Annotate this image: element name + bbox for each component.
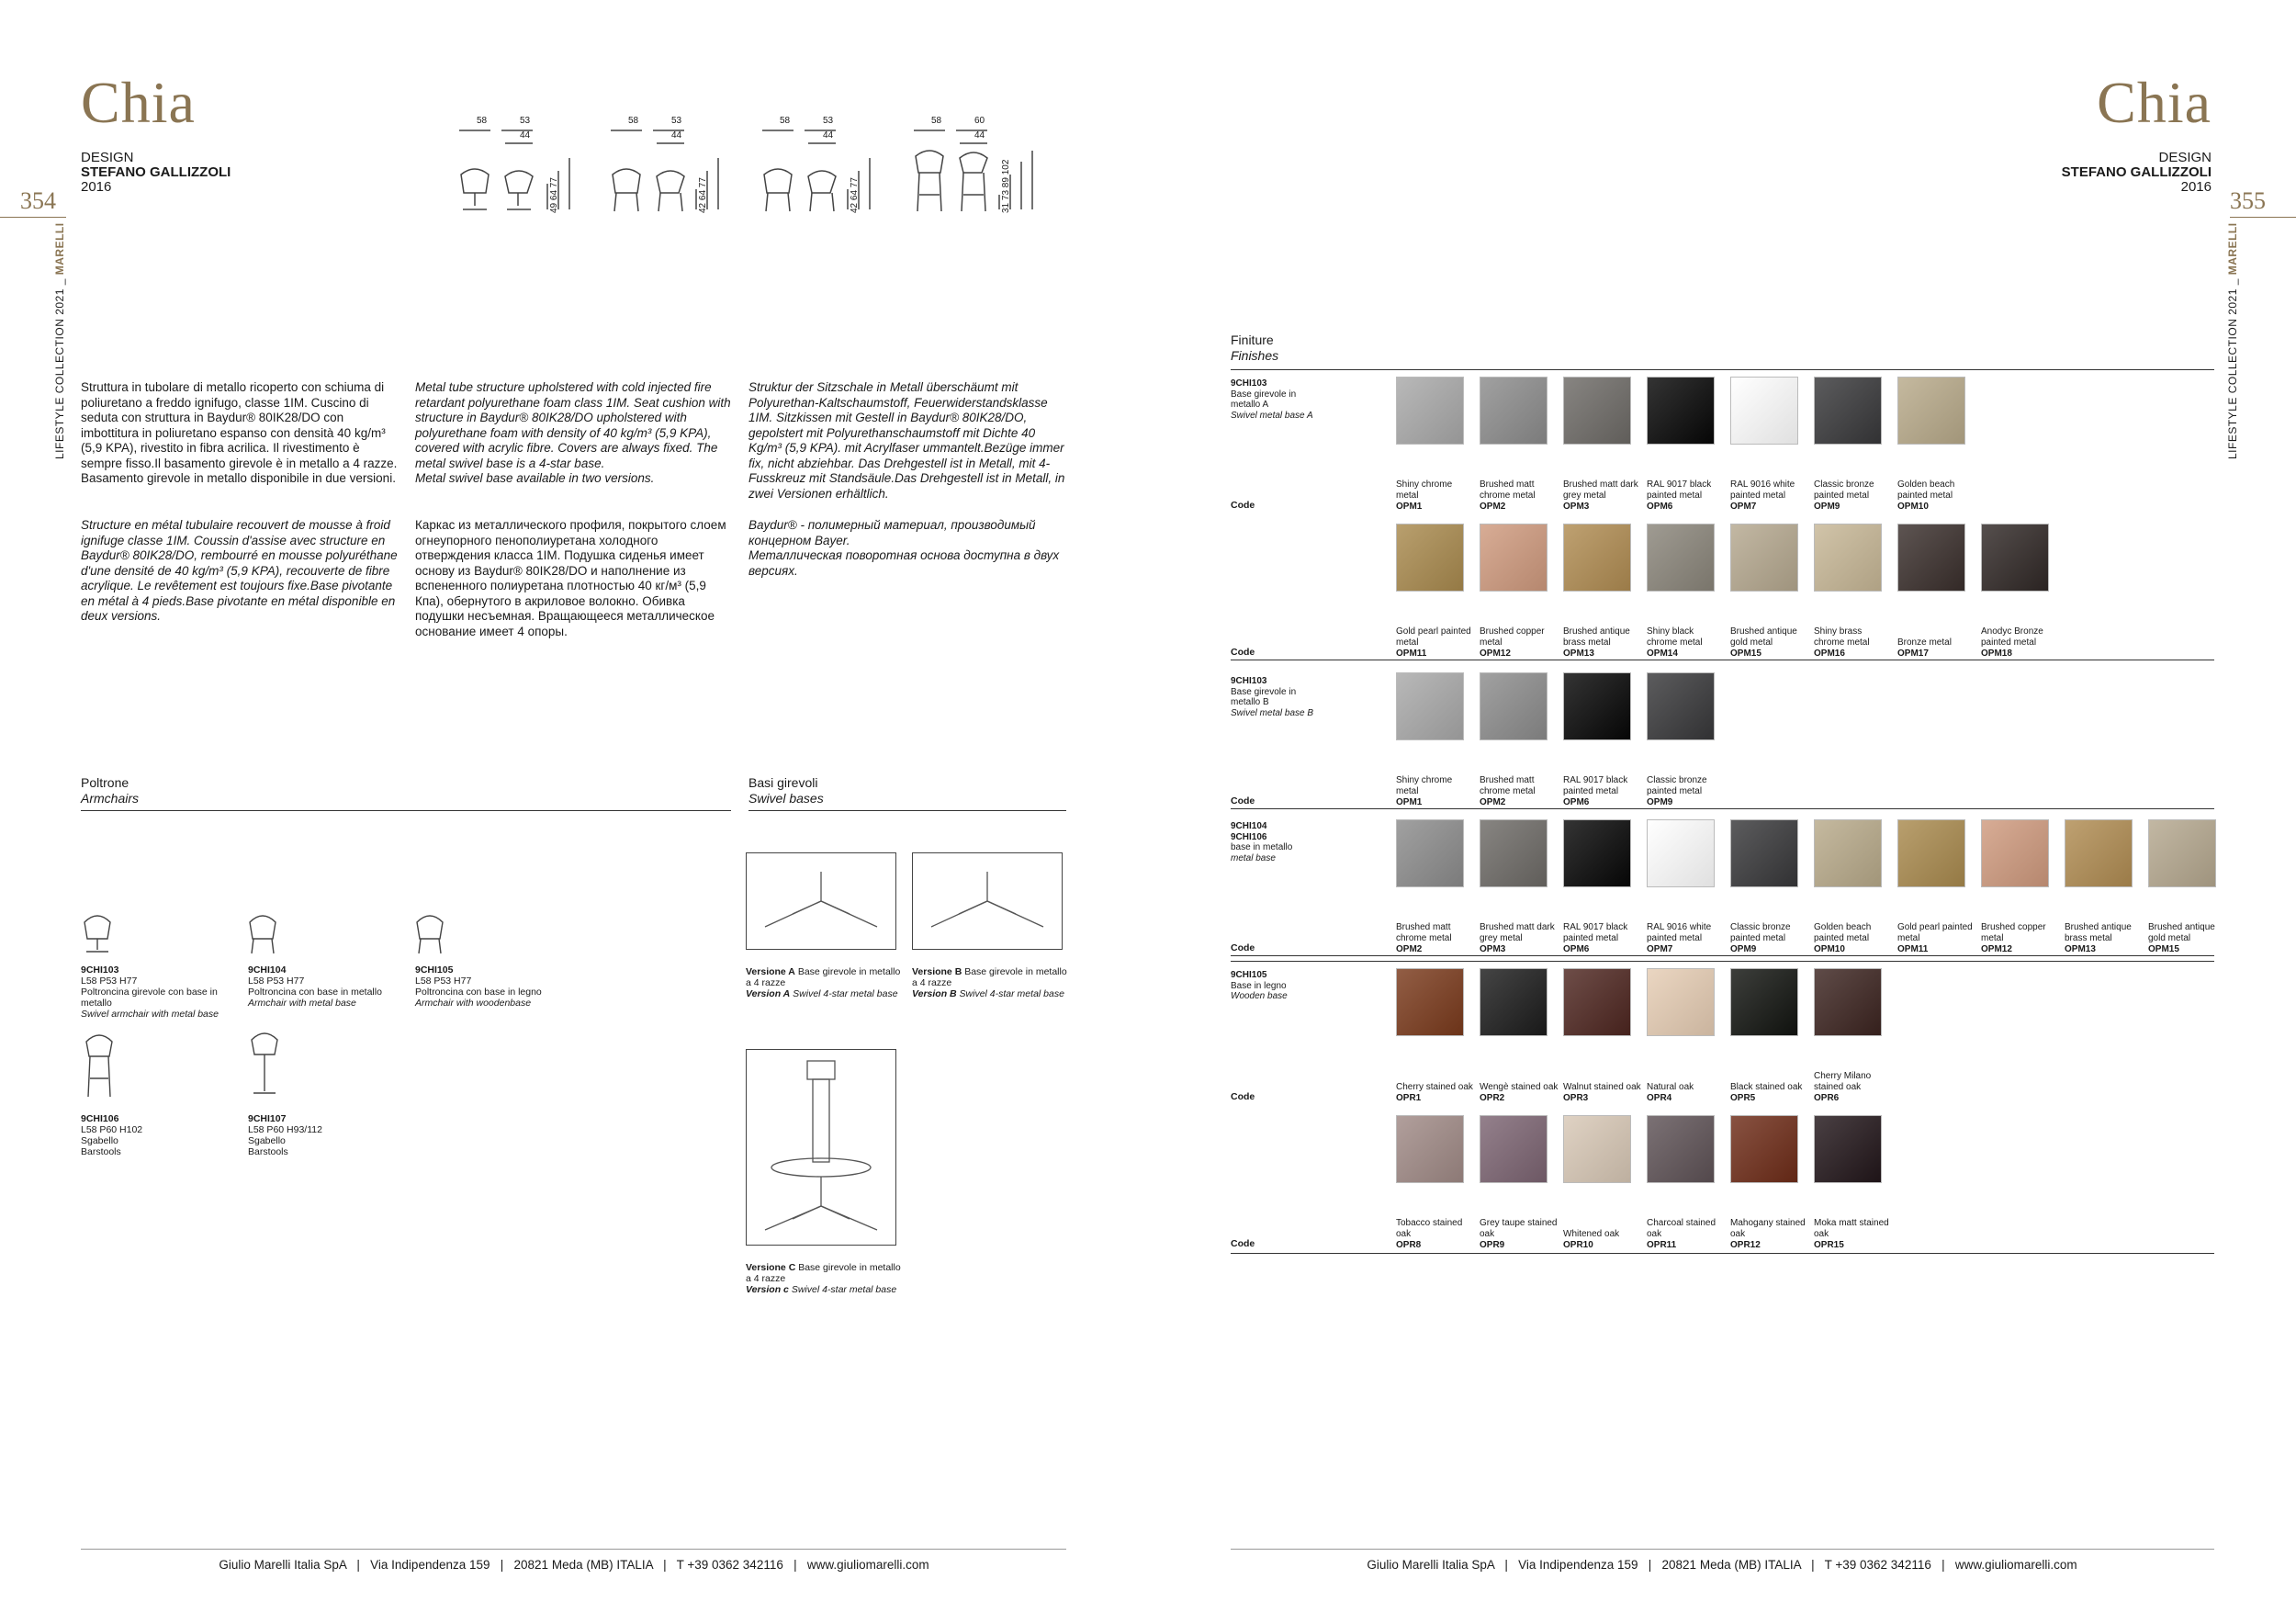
finish-label [1480,775,1559,808]
finishes-en: Finishes [1231,348,1279,363]
product-9chi107 [248,1113,404,1157]
product-dim: L58 P53 H77 [248,976,305,987]
finish-swatch-opr8[interactable] [1396,1115,1464,1183]
finish-swatch-opm18[interactable] [1981,524,2049,592]
product-desc-it: Sgabello [81,1135,118,1146]
finish-label [1563,1229,1642,1251]
finish-name: Shiny black chrome metal [1647,626,1703,648]
description-it: Struttura in tubolare di metallo ricoperto con schiuma di poliuretano a freddo ignifugo, classe 1IM. Cuscino di seduta con struttura in Baydur® 80IK28/DO con imbottitura in poliuretano espanso con densità 40 kg/m³ (5,9 KPA), rivestito in fibra acrilica. Il rivestimento è sempre fisso.Il basamento girevole è in metallo a 4 razze. Basamento girevole in metallo disponibile in due versioni. [81,380,398,485]
product-9chi103 [81,964,237,1020]
product-9chi104 [248,964,404,1009]
finish-swatch-opm2[interactable] [1396,819,1464,887]
finish-name: Moka matt stained oak [1814,1218,1889,1239]
finish-name: Charcoal stained oak [1647,1218,1716,1239]
finish-code: OPM10 [1814,944,1845,954]
finish-name: Brushed copper metal [1981,922,2046,943]
finish-name: RAL 9016 white painted metal [1730,479,1795,501]
finish-code: OPM11 [1396,648,1427,659]
bases-it: Basi girevoli [748,775,818,790]
finish-code: OPM9 [1814,502,1840,512]
finish-group-it: Base in legno [1231,980,1287,991]
finish-label [1396,922,1475,955]
finish-name: Black stained oak [1730,1082,1803,1092]
finish-name: Tobacco stained oak [1396,1218,1463,1239]
product-dim: L58 P60 H93/112 [248,1124,322,1135]
finish-label [1563,479,1642,513]
base-drawing-a [746,852,896,950]
finish-swatch-opm3[interactable] [1480,819,1548,887]
finish-code: OPR2 [1480,1093,1505,1103]
finish-code: OPM16 [1814,648,1845,659]
product-code: 9CHI103 [81,964,119,976]
product-dim: L58 P53 H77 [415,976,472,987]
finish-group-it: Base girevole in metallo A [1231,389,1297,410]
finish-label [2148,922,2227,955]
design-year: 2016 [2180,179,2212,195]
finish-label [1480,479,1559,513]
finish-swatch-opm6[interactable] [1647,377,1715,445]
finish-name: Brushed copper metal [1480,626,1545,648]
finish-name: Golden beach painted metal [1897,479,1955,501]
finish-label [1480,1082,1559,1104]
finish-name: Shiny chrome metal [1396,479,1453,501]
dim-seat: 44 [671,130,682,141]
finish-code: OPM7 [1647,944,1673,954]
dim-depth: 53 [823,116,834,126]
dim-depth: 53 [671,116,682,126]
description-fr: Structure en métal tubulaire recouvert de mousse à froid ignifuge classe 1IM. Coussin d'assise avec structure en Baydur® 80IK28/DO, rembourré en mousse polyuréthane d'une densité de 40 kg/m³ (5,9 KPA), recouverte de fibre acrylique. Le revêtement est toujours fixe.Base pivotante en métal à 4 pieds.Base pivotante en métal disponible en deux versions. [81,518,398,623]
product-9chi106 [81,1113,237,1157]
page-title-right: Chia [2097,70,2212,135]
finish-swatch-opm13[interactable] [1563,524,1631,592]
finish-name: Cherry stained oak [1396,1082,1473,1092]
finish-swatch-opm6[interactable] [1563,819,1631,887]
finish-label [1563,1082,1642,1104]
dim-heights: 42 64 77 [850,177,860,213]
finish-code: OPR15 [1814,1240,1844,1250]
finish-swatch-opm7[interactable] [1647,819,1715,887]
finish-group-codes: 9CHI104 9CHI106 [1231,821,1267,842]
finish-swatch-opr12[interactable] [1730,1115,1798,1183]
finish-name: Shiny brass chrome metal [1814,626,1870,648]
finish-swatch-opm10[interactable] [1814,819,1882,887]
finish-name: RAL 9017 black painted metal [1563,922,1628,943]
dim-seat: 44 [823,130,834,141]
finish-code: OPM17 [1897,648,1929,659]
finish-group-en: Wooden base [1231,991,1288,1001]
finish-label [1730,1218,1809,1251]
finish-code: OPM3 [1563,502,1590,512]
finish-code: OPM15 [1730,648,1761,659]
finish-name: Brushed antique gold metal [2148,922,2215,943]
finish-code: OPM14 [1647,648,1678,659]
finish-name: Anodyc Bronze painted metal [1981,626,2043,648]
finish-swatch-opr10[interactable] [1563,1115,1631,1183]
design-block-right [2062,151,2212,195]
finish-code: OPR5 [1730,1093,1756,1103]
finish-group-rule [1231,955,2214,956]
finish-label [1396,479,1475,513]
finish-swatch-opr2[interactable] [1480,968,1548,1036]
finish-label [1897,922,1976,955]
footer-right: Giulio Marelli Italia SpA | Via Indipendenza 159 | 20821 Meda (MB) ITALIA | T +39 0362 342116 | www.giuliomarelli.com [1367,1558,2077,1572]
finish-code: OPM6 [1563,944,1590,954]
armchairs-en: Armchairs [81,791,140,806]
dim-width: 58 [931,116,942,126]
finish-label [1814,1218,1893,1251]
finish-name: RAL 9016 white painted metal [1647,922,1712,943]
code-row-label: Code [1231,1091,1255,1102]
finish-swatch-opm10[interactable] [1897,377,1965,445]
code-row-label: Code [1231,647,1255,658]
finish-swatch-opm6[interactable] [1563,672,1631,740]
dim-heights: 49 64 77 [549,177,559,213]
base-version-a: Versione A Base girevole in metallo a 4 razze Version A Swivel 4-star metal base [746,966,901,999]
product-code: 9CHI106 [81,1113,119,1124]
finish-name: Brushed antique brass metal [1563,626,1630,648]
finish-swatch-opm3[interactable] [1563,377,1631,445]
finish-group-en: Swivel metal base A [1231,410,1313,421]
bases-heading [748,775,824,806]
finish-label [1647,1218,1726,1251]
finish-code: OPM13 [1563,648,1594,659]
finish-code: OPR6 [1814,1093,1840,1103]
finish-code: OPR11 [1647,1240,1677,1250]
finish-name: Grey taupe stained oak [1480,1218,1558,1239]
finish-code: OPM2 [1396,944,1423,954]
finish-name: Walnut stained oak [1563,1082,1641,1092]
finish-group-it: base in metallo [1231,842,1293,852]
page-number-rule-left [0,217,66,218]
footer-rule-right [1231,1549,2214,1550]
finish-code: OPM15 [2148,944,2179,954]
finish-swatch-opm1[interactable] [1396,377,1464,445]
finish-swatch-opm1[interactable] [1396,672,1464,740]
base-drawing-c [746,1049,896,1246]
finishes-rule [1231,369,2214,370]
design-year: 2016 [81,179,112,195]
finish-name: Classic bronze painted metal [1647,775,1707,796]
finish-code: OPR9 [1480,1240,1505,1250]
finish-swatch-opr1[interactable] [1396,968,1464,1036]
product-code: 9CHI105 [415,964,454,976]
designer-name: STEFANO GALLIZZOLI [81,164,231,180]
product-desc-en: Armchair with metal base [248,998,356,1009]
side-brand: MARELLI [53,222,66,276]
finish-code: OPM3 [1480,944,1506,954]
finish-group-en: Swivel metal base B [1231,707,1314,718]
finish-swatch-opm12[interactable] [1981,819,2049,887]
finish-label [1814,1071,1893,1104]
finish-name: Mahogany stained oak [1730,1218,1806,1239]
finish-label [1480,922,1559,955]
finish-swatch-opm2[interactable] [1480,377,1548,445]
dimension-drawings [450,110,1075,230]
base-version-c: Versione C Base girevole in metallo a 4 razze Version c Swivel 4-star metal base [746,1262,901,1295]
finish-label [1814,922,1893,955]
side-label-left [53,222,66,459]
footer-left: Giulio Marelli Italia SpA | Via Indipendenza 159 | 20821 Meda (MB) ITALIA | T +39 0362 342116 | www.giuliomarelli.com [219,1558,929,1572]
page-number-left: 354 [20,187,56,214]
finish-label [1730,1082,1809,1104]
finish-swatch-opr6[interactable] [1814,968,1882,1036]
finish-name: RAL 9017 black painted metal [1563,775,1628,796]
finish-name: Gold pearl painted metal [1897,922,1973,943]
dim-heights: 42 64 77 [698,177,708,213]
dim-width: 58 [628,116,639,126]
footer-rule-left [81,1549,1066,1550]
product-dim: L58 P60 H102 [81,1124,143,1135]
dim-width: 58 [477,116,488,126]
finish-label [1396,1218,1475,1251]
finish-name: Natural oak [1647,1082,1694,1092]
dim-heights: 31 73 89 102 [1001,159,1011,213]
code-row-label: Code [1231,795,1255,806]
finish-code: OPR1 [1396,1093,1422,1103]
code-row-label: Code [1231,942,1255,953]
finish-group-it: Base girevole in metallo B [1231,686,1297,707]
finish-label [1480,626,1559,660]
finish-name: Brushed matt chrome metal [1480,479,1536,501]
finish-swatch-opr15[interactable] [1814,1115,1882,1183]
finish-label [1563,922,1642,955]
finish-name: Brushed matt chrome metal [1396,922,1452,943]
finishes-heading [1231,333,1278,364]
design-block-left [81,151,231,195]
finish-label [1814,626,1893,660]
description-ru: Каркас из металлического профиля, покрытого слоем огнеупорного пенополиуретана холодного отверждения класса 1IM. Подушка сиденья имеет основу из Baydur® 80IK28/DO и наполнение из вспененного полиуретана плотностью 40 кг/м³ (5,9 Кпа), обернутого в акриловое волокно. Обивка подушки несъемная. Вращающееся металлическое основание имеет 4 опоры. [415,518,726,638]
finish-swatch-opm15[interactable] [1730,524,1798,592]
finish-name: Whitened oak [1563,1229,1620,1239]
finish-label [1897,479,1976,513]
finish-code: OPR8 [1396,1240,1422,1250]
product-desc-it: Poltroncina con base in metallo [248,987,382,998]
description-en: Metal tube structure upholstered with cold injected fire retardant polyurethane foam class 1IM. Seat cushion with structure in Baydur® 80IK28/DO upholstered with polyurethane foam with density of 40 kg/m³ (5,9 KPA), covered with acrylic fibre. Covers are always fixed. The metal swivel base is a 4-star base. Metal swivel base available in two versions. [415,380,731,485]
base-version-b: Versione B Base girevole in metallo a 4 razze Version B Swivel 4-star metal base [912,966,1067,999]
finish-swatch-opm11[interactable] [1396,524,1464,592]
base-drawing-b [912,852,1063,950]
finish-name: Classic bronze painted metal [1730,922,1791,943]
finish-swatch-opm9[interactable] [1647,672,1715,740]
finish-name: Brushed matt dark grey metal [1563,479,1638,501]
finish-label [1981,922,2060,955]
finish-code: OPM11 [1897,944,1929,954]
finish-label [1897,637,1976,660]
design-label: DESIGN [81,150,134,165]
finish-swatch-opr9[interactable] [1480,1115,1548,1183]
finish-group-codes: 9CHI103 [1231,378,1267,389]
side-collection-text: LIFESTYLE COLLECTION 2021 _ [2226,275,2239,459]
product-desc-en: Barstools [248,1146,288,1157]
finish-group-codes: 9CHI105 [1231,970,1267,980]
finish-code: OPR4 [1647,1093,1672,1103]
dim-seat: 44 [520,130,531,141]
finish-swatch-opm11[interactable] [1897,819,1965,887]
finish-swatch-opr4[interactable] [1647,968,1715,1036]
dim-seat: 44 [974,130,985,141]
description-ru-extra: Baydur® - полимерный материал, производимый концерном Bayer. Металлическая поворотная основа доступна в двух версиях. [748,518,1060,578]
finish-swatch-opr3[interactable] [1563,968,1631,1036]
product-desc-en: Swivel armchair with metal base [81,1009,219,1020]
finish-code: OPM1 [1396,797,1423,807]
finish-swatch-opm2[interactable] [1480,672,1548,740]
finish-swatch-opr11[interactable] [1647,1115,1715,1183]
finishes-it: Finiture [1231,333,1274,347]
finish-label [1480,1218,1559,1251]
finish-code: OPM1 [1396,502,1423,512]
finish-name: Classic bronze painted metal [1814,479,1874,501]
armchairs-it: Poltrone [81,775,129,790]
finish-name: Golden beach painted metal [1814,922,1872,943]
finish-code: OPM18 [1981,648,2012,659]
finish-label [1396,1082,1475,1104]
page-number-right: 355 [2230,187,2266,214]
finish-code: OPM2 [1480,502,1506,512]
finish-code: OPM9 [1730,944,1757,954]
finish-code: OPR12 [1730,1240,1761,1250]
finish-label [1647,775,1726,808]
finish-code: OPM6 [1563,797,1590,807]
finish-group-rule [1231,808,2214,809]
finish-swatch-opr5[interactable] [1730,968,1798,1036]
finish-name: Brushed antique brass metal [2065,922,2132,943]
finish-swatch-opm13[interactable] [2065,819,2133,887]
finish-label [1396,626,1475,660]
finish-label [1647,922,1726,955]
finish-swatch-opm17[interactable] [1897,524,1965,592]
finish-name: Brushed matt chrome metal [1480,775,1536,796]
product-desc-it: Poltroncina girevole con base in metallo [81,987,218,1009]
designer-name: STEFANO GALLIZZOLI [2061,164,2212,180]
product-desc-it: Sgabello [248,1135,286,1146]
side-brand: MARELLI [2226,222,2239,276]
finish-group-rule [1231,961,2214,962]
finish-code: OPM12 [1981,944,2012,954]
finish-name: Cherry Milano stained oak [1814,1071,1872,1092]
finish-group-0 [1231,378,1322,421]
product-desc-en: Armchair with woodenbase [415,998,532,1009]
finish-swatch-opm9[interactable] [1730,819,1798,887]
product-code: 9CHI107 [248,1113,287,1124]
finish-label [1563,626,1642,660]
finish-name: Bronze metal [1897,637,1952,648]
finish-label [1647,479,1726,513]
finish-group-codes: 9CHI103 [1231,676,1267,686]
finish-code: OPM13 [2065,944,2096,954]
finish-name: RAL 9017 black painted metal [1647,479,1712,501]
product-code: 9CHI104 [248,964,287,976]
finish-label [1396,775,1475,808]
finish-group-2 [1231,821,1322,863]
dim-depth: 60 [974,116,985,126]
finish-label [1981,626,2060,660]
side-collection-text: LIFESTYLE COLLECTION 2021 _ [53,275,66,459]
finish-swatch-opm9[interactable] [1814,377,1882,445]
finish-code: OPM9 [1647,797,1673,807]
code-row-label: Code [1231,1238,1255,1249]
finish-group-rule [1231,1253,2214,1254]
finish-swatch-opm12[interactable] [1480,524,1548,592]
finish-code: OPM7 [1730,502,1757,512]
page-title-left: Chia [81,70,196,135]
finish-name: Brushed antique gold metal [1730,626,1797,648]
finish-swatch-opm14[interactable] [1647,524,1715,592]
product-desc-en: Barstools [81,1146,121,1157]
finish-label [1730,922,1809,955]
description-de: Struktur der Sitzschale in Metall überschäumt mit Polyurethan-Kaltschaumstoff, Feuerwiderstandsklasse 1IM. Sitzkissen mit Gestell in Baydur® 80IK28/DO, gepolstert mit Polyurethanschaumstoff mit Dichte 40 Kg/m³ (5,9 KPA). mit Acrylfaser ummantelt.Bezüge immer fix, nicht abziehbar. Das Drehgestell ist in Metall, mit 4-Fusskreuz mit Standsäule.Das Drehgestell ist in Metall, in zwei Versionen erhältlich. [748,380,1065,501]
finish-name: Wengè stained oak [1480,1082,1559,1092]
finish-code: OPM10 [1897,502,1929,512]
finish-label [1814,479,1893,513]
finish-name: Brushed matt dark grey metal [1480,922,1555,943]
dim-depth: 53 [520,116,531,126]
finish-group-3 [1231,970,1322,1002]
side-label-right [2226,222,2239,459]
bases-rule [748,810,1066,811]
product-dim: L58 P53 H77 [81,976,138,987]
finish-name: Shiny chrome metal [1396,775,1453,796]
armchairs-heading [81,775,139,806]
finish-code: OPM2 [1480,797,1506,807]
design-label: DESIGN [2158,150,2212,165]
finish-label [1647,626,1726,660]
product-desc-it: Poltroncina con base in legno [415,987,542,998]
finish-code: OPR3 [1563,1093,1589,1103]
finish-group-1 [1231,676,1322,718]
finish-swatch-opm16[interactable] [1814,524,1882,592]
finish-label [1647,1082,1726,1104]
finish-label [1730,479,1809,513]
page-number-rule-right [2230,217,2296,218]
finish-swatch-opm15[interactable] [2148,819,2216,887]
finish-label [2065,922,2144,955]
finish-code: OPM12 [1480,648,1511,659]
code-row-label: Code [1231,500,1255,511]
finish-code: OPR10 [1563,1240,1593,1250]
finish-label [1563,775,1642,808]
product-9chi105 [415,964,571,1009]
finish-swatch-opm7[interactable] [1730,377,1798,445]
finish-group-en: metal base [1231,852,1276,863]
dim-width: 58 [780,116,791,126]
armchairs-rule [81,810,731,811]
chair-dimension-icons [450,110,1075,230]
finish-name: Gold pearl painted metal [1396,626,1471,648]
bases-en: Swivel bases [748,791,824,806]
finish-label [1730,626,1809,660]
finish-code: OPM6 [1647,502,1673,512]
